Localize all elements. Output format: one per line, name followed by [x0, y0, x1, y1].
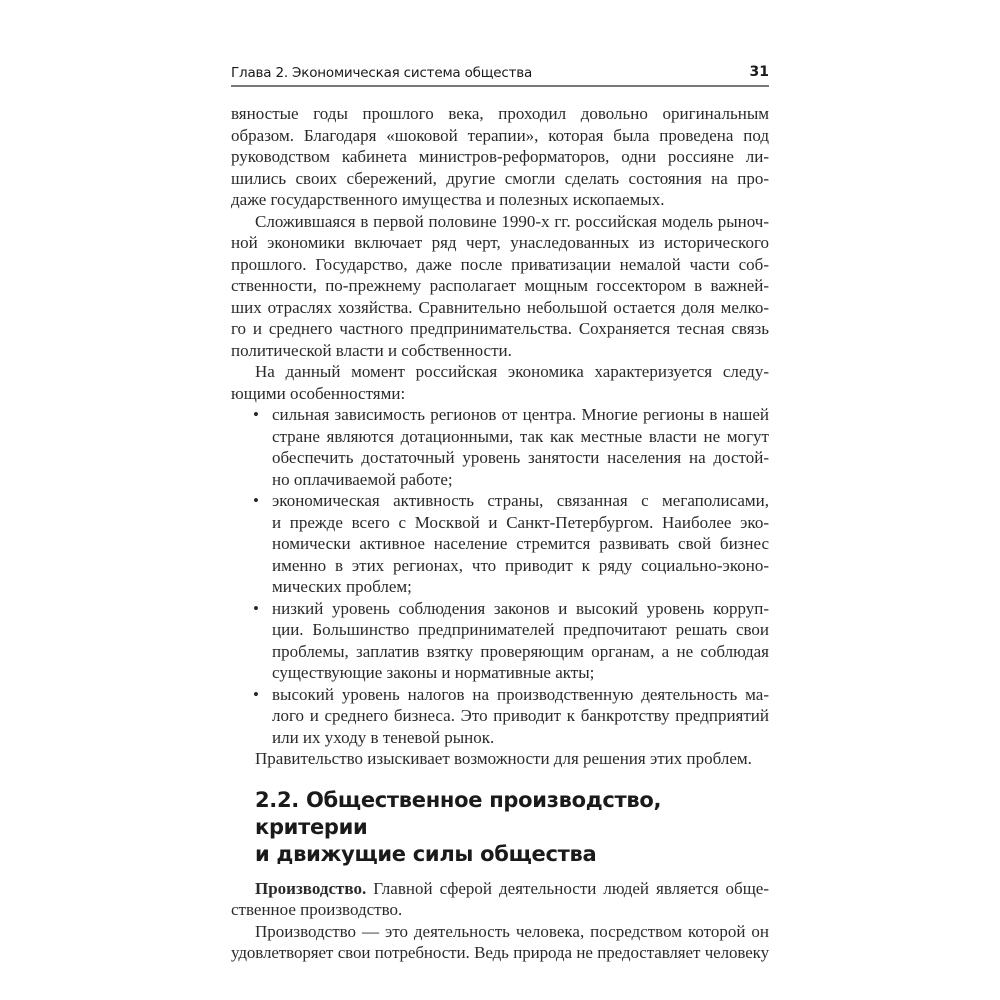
paragraph [231, 921, 769, 964]
text-line: номически активное население стремится развивать свой бизнес [272, 534, 769, 553]
bullet-icon: • [253, 598, 259, 618]
text-line: образом. Благодаря «шоковой терапии», которая была проведена под [231, 125, 769, 145]
bullet-list [231, 404, 769, 748]
text-line: высокий уровень налогов на производственную деятельность ма- [272, 684, 769, 704]
text-line: и прежде всего с Москвой и Санкт-Петербургом. Наиболее эко- [272, 512, 769, 532]
text-line: шились своих сбережений, другие смогли сделать состояния на про- [231, 168, 769, 188]
text-line: удовлетворяет свои потребности. Ведь природа не предоставляет человеку [231, 943, 769, 962]
text-line: существующие законы и нормативные акты; [272, 663, 595, 682]
text-line [231, 878, 769, 900]
heading-line: 2.2. Общественное производство, критерии [255, 787, 662, 839]
list-item [231, 490, 769, 598]
text-line: Правительство изыскивает возможности для решения этих проблем. [255, 749, 752, 768]
text-line: мических проблем; [272, 577, 412, 596]
text-line: ции. Большинство предпринимателей предпочитают решать свои [272, 620, 769, 639]
section-heading [255, 787, 769, 868]
text-line: проблемы, заплатив взятку проверяющим органам, а не соблюдая [272, 641, 769, 661]
text-line: именно в этих регионах, что приводит к ряду социально-эконо- [272, 555, 769, 575]
text-line: На данный момент российская экономика характеризуется следу- [255, 362, 769, 381]
paragraph [231, 211, 769, 362]
list-item [231, 404, 769, 490]
term-bold: Производство. [255, 878, 367, 898]
chapter-title: Глава 2. Экономическая система общества [231, 65, 533, 81]
paragraph [231, 878, 769, 921]
heading-line: и движущие силы общества [255, 841, 597, 866]
text-line: го и среднего частного предпринимательства. Сохраняется тесная связь [231, 319, 769, 338]
text-line: обеспечить достаточный уровень занятости населения на достой- [272, 448, 769, 467]
page-number: 31 [749, 64, 769, 80]
list-item [231, 598, 769, 684]
text-line: или их уходу в теневой рынок. [272, 727, 495, 747]
text-line: ших отраслях хозяйства. Сравнительно небольшой остается доля мелко- [231, 297, 769, 317]
text-line: Производство — это деятельность человека, посредством которой он [255, 921, 769, 941]
text-line: политической власти и собственности. [231, 340, 512, 360]
text-line: стране являются дотационными, так как местные власти не могут [272, 426, 769, 446]
text-line: прошлого. Государство, даже после приватизации немалой части соб- [231, 254, 769, 274]
text-line: даже государственного имущества и полезных ископаемых. [231, 190, 665, 209]
text-line: ющими особенностями: [231, 383, 406, 403]
paragraph [231, 361, 769, 404]
bullet-icon: • [253, 491, 259, 510]
text-line: ственное производство. [231, 900, 403, 919]
text-line: сильная зависимость регионов от центра. Многие регионы в нашей [272, 405, 769, 424]
text-line: Сложившаяся в первой половине 1990-х гг. российская модель рыноч- [255, 211, 769, 231]
text-fragment: Главной сферой деятельности людей является обще- [366, 878, 769, 898]
bullet-icon: • [253, 405, 259, 424]
text-line: экономическая активность страны, связанная с мегаполисами, [272, 491, 769, 510]
running-header [231, 63, 769, 87]
text-line: руководством кабинета министров-реформаторов, одни россияне ли- [231, 147, 769, 166]
text-line: вяностые годы прошлого века, проходил довольно оригинальным [231, 104, 769, 123]
text-line: но оплачиваемой работе; [272, 469, 453, 489]
text-line: ной экономики включает ряд черт, унаследованных из исторического [231, 233, 769, 252]
page-body [231, 103, 769, 964]
paragraph [231, 103, 769, 211]
paragraph [231, 748, 769, 770]
text-line: ственности, по-прежнему располагает мощным госсектором в важней- [231, 276, 769, 295]
bullet-icon: • [253, 684, 259, 704]
text-line: лого и среднего бизнеса. Это приводит к банкротству предприятий [272, 706, 769, 725]
text-line: низкий уровень соблюдения законов и высокий уровень корруп- [272, 598, 769, 618]
list-item [231, 684, 769, 749]
